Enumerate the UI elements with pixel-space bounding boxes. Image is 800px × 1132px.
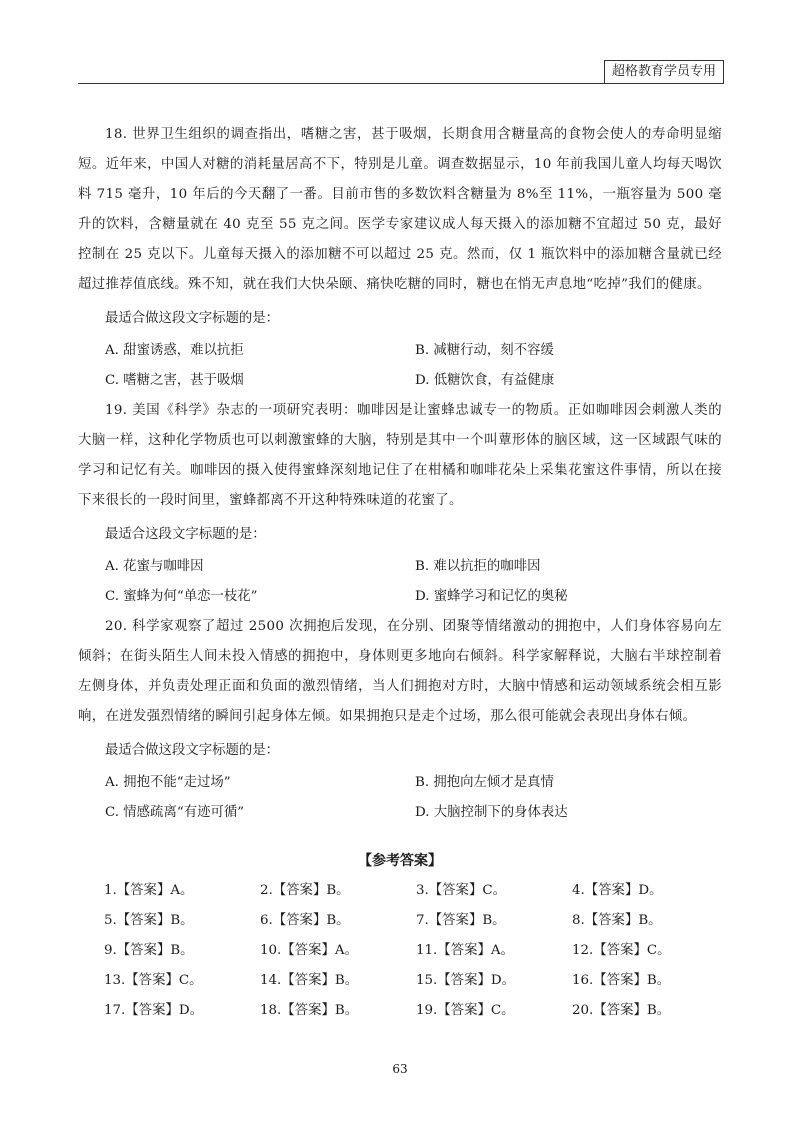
option-c: C. 情感疏离“有迹可循”: [105, 805, 245, 820]
header-badge: 超格教育学员专用: [604, 60, 724, 84]
answer-item: 8.【答案】B。: [572, 913, 662, 928]
answer-item: 17.【答案】D。: [104, 1003, 203, 1018]
answer-item: 3.【答案】C。: [416, 883, 506, 898]
answer-item: 16.【答案】B。: [572, 973, 671, 988]
answer-item: 5.【答案】B。: [104, 913, 194, 928]
answer-item: 9.【答案】B。: [104, 943, 194, 958]
answer-item: 10.【答案】A。: [260, 943, 358, 958]
option-a: A. 拥抱不能“走过场”: [105, 775, 231, 790]
answer-item: 15.【答案】D。: [416, 973, 515, 988]
question-19: [78, 396, 722, 612]
option-d: D. 大脑控制下的身体表达: [415, 805, 568, 820]
option-d: D. 低糖饮食，有益健康: [415, 373, 555, 388]
answer-item: 18.【答案】B。: [260, 1003, 359, 1018]
header-rule: [78, 83, 722, 84]
question-20: [78, 612, 722, 828]
question-text: 18. 世界卫生组织的调查指出，嗜糖之害，甚于吸烟，长期食用含糖量高的食物会使人的寿命明显缩短。近年来，中国人对糖的消耗量居高不下，特别是儿童。调查数据显示，10 年前我国儿童人均每天喝饮料 715 毫升，10 年后的今天翻了一番。目前市售的多数饮料含糖量为 8%至 11%，一瓶容量为 500 毫升的饮料，含糖量就在 40 克至 55 克之间。医学专家建议成人每天摄入的添加糖不宜超过 50 克，最好控制在 25 克以下。儿童每天摄入的添加糖不可以超过 25 克。然而，仅 1 瓶饮料中的添加糖含量就已经超过推荐值底线。殊不知，就在我们大快朵颐、痛快吃糖的同时，糖也在悄无声息地“吃掉”我们的健康。: [78, 127, 722, 292]
answer-item: 7.【答案】B。: [416, 913, 506, 928]
question-prompt: 最适合做这段文字标题的是：: [105, 311, 280, 326]
answer-item: 14.【答案】B。: [260, 973, 359, 988]
answer-item: 19.【答案】C。: [416, 1003, 515, 1018]
answer-item: 4.【答案】D。: [572, 883, 663, 898]
page-number: 63: [392, 1062, 408, 1076]
option-b: B. 难以抗拒的咖啡因: [415, 559, 541, 574]
question-text: 20. 科学家观察了超过 2500 次拥抱后发现，在分别、团聚等情绪激动的拥抱中，人们身体容易向左倾斜；在街头陌生人间未投入情感的拥抱中，身体则更多地向右倾斜。科学家解释说，大脑右半球控制着左侧身体，并负责处理正面和负面的激烈情绪，当人们拥抱对方时，大脑中情感和运动领域系统会相互影响，在迸发强烈情绪的瞬间引起身体左倾。如果拥抱只是走个过场，那么很可能就会表现出身体右倾。: [78, 619, 722, 724]
answer-item: 20.【答案】B。: [572, 1003, 671, 1018]
options: [78, 768, 722, 828]
answer-item: 12.【答案】C。: [572, 943, 671, 958]
answers-grid: [104, 876, 728, 1026]
question-prompt: 最适合做这段文字标题的是：: [105, 743, 280, 758]
answer-item: 6.【答案】B。: [260, 913, 350, 928]
answer-item: 13.【答案】C。: [104, 973, 203, 988]
answer-item: 2.【答案】B。: [260, 883, 350, 898]
option-c: C. 嗜糖之害，甚于吸烟: [105, 373, 244, 388]
option-d: D. 蜜蜂学习和记忆的奥秘: [415, 589, 568, 604]
option-c: C. 蜜蜂为何“单恋一枝花”: [105, 589, 258, 604]
answers-title: 【参考答案】: [358, 853, 442, 869]
option-b: B. 减糖行动，刻不容缓: [415, 343, 554, 358]
question-prompt: 最适合这段文字标题的是：: [105, 527, 266, 542]
option-a: A. 花蜜与咖啡因: [105, 559, 204, 574]
answer-item: 11.【答案】A。: [416, 943, 514, 958]
question-list: [78, 120, 722, 828]
options: [78, 336, 722, 396]
answer-item: 1.【答案】A。: [104, 883, 194, 898]
option-a: A. 甜蜜诱惑，难以抗拒: [105, 343, 244, 358]
option-b: B. 拥抱向左倾才是真情: [415, 775, 554, 790]
question-text: 19. 美国《科学》杂志的一项研究表明：咖啡因是让蜜蜂忠诚专一的物质。正如咖啡因会刺激人类的大脑一样，这种化学物质也可以刺激蜜蜂的大脑，特别是其中一个叫蕈形体的脑区域，这一区域跟气味的学习和记忆有关。咖啡因的摄入使得蜜蜂深刻地记住了在柑橘和咖啡花朵上采集花蜜这件事情，所以在接下来很长的一段时间里，蜜蜂都离不开这种特殊味道的花蜜了。: [78, 403, 722, 508]
options: [78, 552, 722, 612]
question-18: [78, 120, 722, 396]
